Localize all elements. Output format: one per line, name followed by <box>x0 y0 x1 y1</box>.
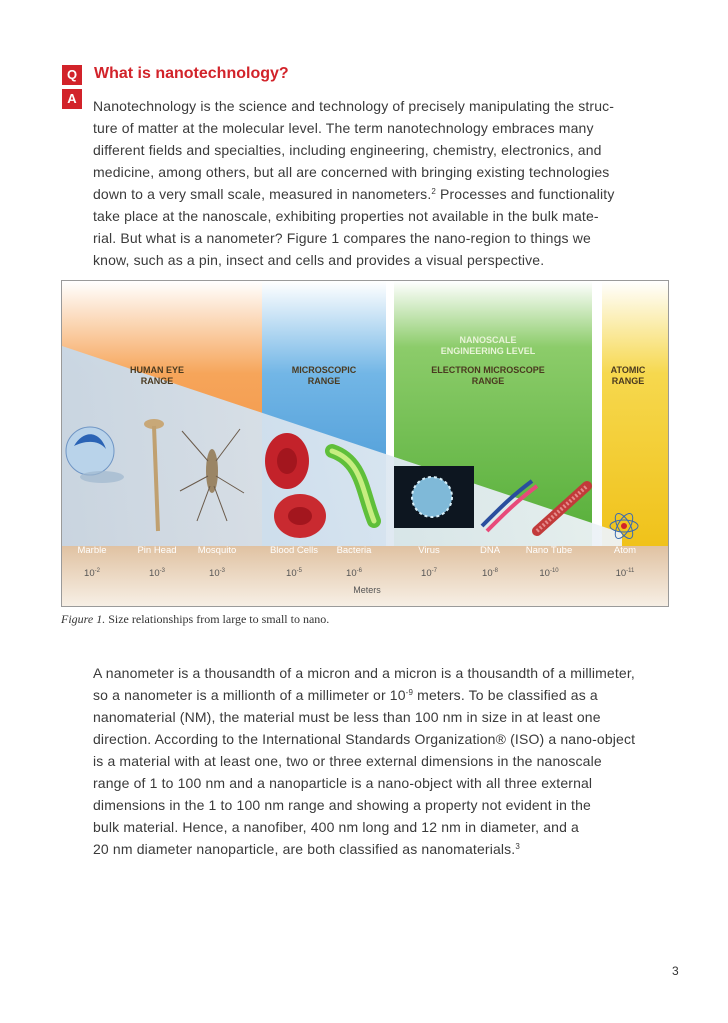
caption-text: Size relationships from large to small to nano. <box>108 612 330 626</box>
size-value: $10^{-5}$ <box>286 568 302 579</box>
paragraph-line-text: 20 nm diameter nanoparticle, are both classified as nanomaterials. <box>93 841 516 857</box>
exponent: -9 <box>405 688 414 697</box>
item-label: Blood Cells <box>269 545 319 556</box>
size-value: $10^{-6}$ <box>346 568 362 579</box>
answer-line: rial. But what is a nanometer? Figure 1 compares the nano-region to things we <box>93 230 591 246</box>
region-label-human-eye: RANGE <box>140 376 174 386</box>
paragraph-line-text: meters. To be classified as a <box>413 687 598 703</box>
paragraph-line-text: so a nanometer is a millionth of a millimeter or 10 <box>93 687 406 703</box>
region-label-human-eye: HUMAN EYE <box>129 365 185 375</box>
region-label-microscopic: MICROSCOPIC <box>291 365 357 375</box>
answer-line-text: Processes and functionality <box>435 186 615 202</box>
answer-line: medicine, among others, but all are concerned with bringing existing technologies <box>93 164 610 180</box>
paragraph-line <box>93 838 678 860</box>
band-gap <box>592 281 602 546</box>
item-label: Atom <box>613 545 637 556</box>
footnote-ref: 2 <box>431 187 436 196</box>
region-label-nanoscale: ENGINEERING LEVEL <box>440 346 536 356</box>
axis-unit: Meters <box>353 585 381 595</box>
size-value: $10^{-3}$ <box>149 568 165 579</box>
answer-paragraph <box>93 95 678 271</box>
paragraph-line: range of 1 to 100 nm and a nanoparticle is a nano-object with all three external <box>93 775 593 791</box>
item-label: Marble <box>77 545 107 556</box>
region-label-electron-microscope: RANGE <box>471 376 505 386</box>
figure-caption <box>61 612 329 627</box>
paragraph-line: is a material with at least one, two or three external dimensions in the nanoscale <box>93 753 602 769</box>
nanometer-paragraph <box>93 662 678 860</box>
size-scale-illustration <box>62 281 668 606</box>
region-label-atomic: ATOMIC <box>610 365 646 375</box>
size-value: $10^{-7}$ <box>421 568 437 579</box>
question-badge: Q <box>62 65 82 85</box>
footnote-ref: 3 <box>515 842 520 851</box>
size-scale-figure <box>61 280 669 607</box>
paragraph-line: nanomaterial (NM), the material must be less than 100 nm in size in at least one <box>93 709 601 725</box>
size-value: $10^{-8}$ <box>482 568 498 579</box>
paragraph-line: A nanometer is a thousandth of a micron and a micron is a thousandth of a millimeter, <box>93 665 635 681</box>
answer-line: take place at the nanoscale, exhibiting properties not available in the bulk mate- <box>93 208 599 224</box>
size-value: $10^{-3}$ <box>209 568 225 579</box>
paragraph-line: direction. According to the International Standards Organization® (ISO) a nano-object <box>93 731 636 747</box>
region-label-atomic: RANGE <box>611 376 645 386</box>
answer-line-text: down to a very small scale, measured in nanometers. <box>93 186 432 202</box>
answer-badge: A <box>62 89 82 109</box>
question-heading: What is nanotechnology? <box>94 65 289 82</box>
item-label: Bacteria <box>336 545 372 556</box>
answer-line: Nanotechnology is the science and technology of precisely manipulating the struc- <box>93 98 615 114</box>
paragraph-line: dimensions in the 1 to 100 nm range and showing a property not evident in the <box>93 797 591 813</box>
page-number: 3 <box>672 964 679 978</box>
item-label: Virus <box>418 545 440 556</box>
size-value: $10^{-11}$ <box>615 568 635 579</box>
answer-line: ture of matter at the molecular level. The term nanotechnology embraces many <box>93 120 594 136</box>
item-label: Nano Tube <box>525 545 573 556</box>
size-value: $10^{-10}$ <box>539 568 559 579</box>
region-label-microscopic: RANGE <box>307 376 341 386</box>
paragraph-line: bulk material. Hence, a nanofiber, 400 nm long and 12 nm in diameter, and a <box>93 819 579 835</box>
region-label-nanoscale: NANOSCALE <box>459 335 517 345</box>
region-label-electron-microscope: ELECTRON MICROSCOPE <box>431 365 545 375</box>
item-label: Mosquito <box>197 545 237 556</box>
paragraph-line <box>93 684 678 706</box>
virus-icon <box>394 466 474 528</box>
figure-number: Figure 1. <box>61 612 106 626</box>
size-value: $10^{-2}$ <box>84 568 100 579</box>
item-label: DNA <box>479 545 501 556</box>
answer-line: know, such as a pin, insect and cells and provides a visual perspective. <box>93 252 545 268</box>
answer-line: different fields and specialties, including engineering, chemistry, electronics, and <box>93 142 602 158</box>
answer-line <box>93 183 678 205</box>
atomic-band <box>602 281 668 546</box>
item-label: Pin Head <box>137 545 177 556</box>
